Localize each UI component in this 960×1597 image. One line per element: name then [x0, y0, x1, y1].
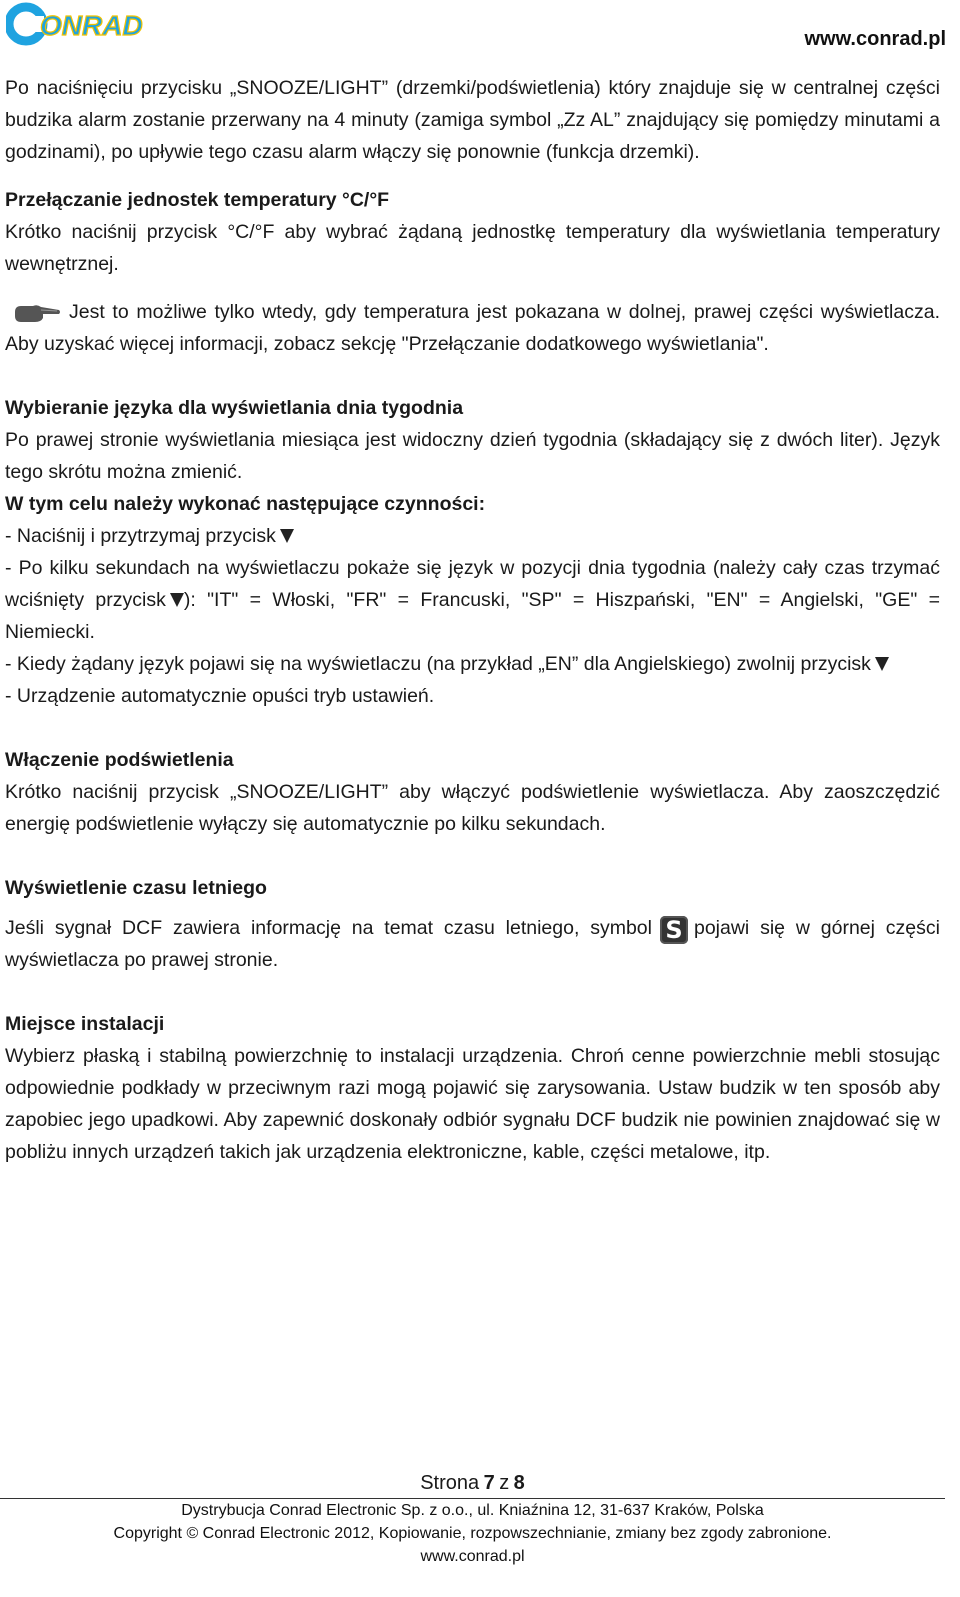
- page-label: Strona: [420, 1472, 480, 1494]
- note-text: Jest to możliwe tylko wtedy, gdy temperatura jest pokazana w dolnej, prawej części wyświetlacza. Aby uzyskać więcej informacji, zobacz sekcję "Przełączanie dodatkowego wyświetlania".: [5, 301, 940, 355]
- step-3-text: - Kiedy żądany język pojawi się na wyświetlaczu (na przykład „EN” dla Angielskiego) zwolnij przycisk: [5, 653, 871, 675]
- steps-heading: W tym celu należy wykonać następujące czynności:: [5, 493, 486, 515]
- backlight-paragraph: Krótko naciśnij przycisk „SNOOZE/LIGHT” aby włączyć podświetlenie wyświetlacza. Aby zaoszczędzić energię podświetlenie wyłączy się automatycznie po kilku sekundach.: [5, 781, 940, 835]
- temp-unit-heading: Przełączanie jednostek temperatury °C/°F: [5, 189, 390, 211]
- language-paragraph: Po prawej stronie wyświetlania miesiąca jest widoczny dzień tygodnia (składający się z dwóch liter). Język tego skrótu można zmienić.: [5, 429, 940, 483]
- step-2-text-b: ): "IT" = Włoski, "FR" = Francuski, "SP" = Hiszpański, "EN" = Angielski, "GE" = Niemiecki.: [5, 589, 940, 643]
- document-body: [5, 72, 940, 1168]
- step-1: [5, 520, 940, 552]
- down-arrow-icon: [875, 657, 889, 671]
- snooze-paragraph: Po naciśnięciu przycisku „SNOOZE/LIGHT” (drzemki/podświetlenia) który znajduje się w centralnej części budzika alarm zostanie przerwany na 4 minuty (zamiga symbol „Zz AL” znajdujący się pomiędzy minutami a godzinami), po upływie tego czasu alarm włączy się ponownie (funkcja drzemki).: [5, 77, 940, 163]
- pointing-hand-icon: [13, 302, 61, 324]
- footer-copyright: Copyright © Conrad Electronic 2012, Kopiowanie, rozpowszechnianie, zmiany bez zgody zabronione.: [113, 1525, 832, 1542]
- down-arrow-icon: [280, 529, 294, 543]
- dst-heading: Wyświetlenie czasu letniego: [5, 877, 267, 899]
- installation-paragraph: Wybierz płaską i stabilną powierzchnię to instalacji urządzenia. Chroń cenne powierzchnie mebli stosując odpowiednie podkłady w przeciwnym razi mogą pojawić się zarysowania. Ustaw budzik w ten sposób aby zapobiec jego upadkowi. Aby zapewnić doskonały odbiór sygnału DCF budzik nie powinien znajdować się w pobliżu innych urządzeń takich jak urządzenia elektroniczne, kable, części metalowe, itp.: [5, 1045, 940, 1163]
- footer-url[interactable]: www.conrad.pl: [420, 1548, 525, 1565]
- step-2: [5, 552, 940, 648]
- footer-distributor: Dystrybucja Conrad Electronic Sp. z o.o., ul. Kniaźnina 12, 31-637 Kraków, Polska: [181, 1502, 764, 1519]
- language-heading: Wybieranie języka dla wyświetlania dnia tygodnia: [5, 397, 464, 419]
- page-total: 8: [513, 1472, 525, 1494]
- step-2-text-a: - Po kilku sekundach na wyświetlaczu pokaże się język w pozycji dnia tygodnia (należy cały czas trzymać wciśnięty przycisk: [5, 557, 940, 611]
- dst-text-b: pojawi się w górnej części wyświetlacza po prawej stronie.: [5, 917, 940, 971]
- temp-unit-paragraph: Krótko naciśnij przycisk °C/°F aby wybrać żądaną jednostkę temperatury dla wyświetlania temperatury wewnętrznej.: [5, 221, 940, 275]
- site-url[interactable]: www.conrad.pl: [804, 28, 946, 50]
- conrad-logo: [6, 2, 166, 46]
- step-3: [5, 648, 940, 680]
- page-current: 7: [483, 1472, 495, 1494]
- dst-text-a: Jeśli sygnał DCF zawiera informację na temat czasu letniego, symbol: [5, 917, 652, 939]
- page-separator: z: [499, 1472, 510, 1494]
- summer-time-icon: S: [660, 916, 688, 944]
- backlight-heading: Włączenie podświetlenia: [5, 749, 234, 771]
- down-arrow-icon: [170, 593, 184, 607]
- footer-divider: [0, 1498, 945, 1499]
- step-4: - Urządzenie automatycznie opuści tryb ustawień.: [5, 685, 435, 707]
- dst-paragraph: [5, 912, 940, 976]
- note-paragraph: [5, 296, 940, 360]
- page-number: [0, 1470, 945, 1496]
- step-1-text: - Naciśnij i przytrzymaj przycisk: [5, 525, 276, 547]
- svg-text:ONRAD: ONRAD: [40, 10, 143, 41]
- installation-heading: Miejsce instalacji: [5, 1013, 165, 1035]
